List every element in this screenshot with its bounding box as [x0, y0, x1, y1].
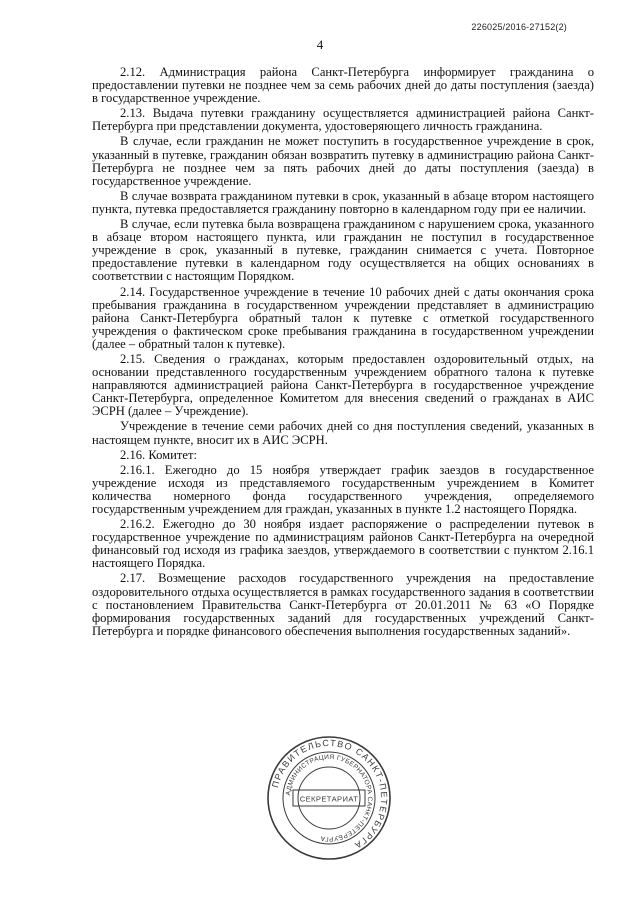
- paragraph-2-16-1: 2.16.1. Ежегодно до 15 ноября утверждает график заездов в государственное учреждение исходя из представляемого государственным учреждением в Комитет количества номерного фонда государственного учреждения, определяемого государственным учреждением для граждан, указанных в пункте 1.2 настоящего Порядка.: [92, 462, 594, 516]
- secretariat-stamp: [266, 735, 392, 861]
- stamp-inner-text: АДМИНИСТРАЦИЯ ГУБЕРНАТОРА САНКТ-ПЕТЕРБУРГА: [285, 753, 374, 843]
- paragraph-return-obligation: В случае, если гражданин не может поступить в государственное учреждение в срок, указанный в путевке, гражданин обязан возвратить путевку в администрацию района Санкт-Петербурга не позднее чем за пять рабочих дней до даты поступления (заезда) в государственное учреждение.: [92, 134, 594, 188]
- paragraph-2-14: 2.14. Государственное учреждение в течение 10 рабочих дней с даты окончания срока пребывания гражданина в государственном учреждении представляет в администрацию района Санкт-Петербурга обратный талон к путевке с отметкой государственного учреждения о фактическом сроке пребывания гражданина в государственном учреждении (далее – обратный талон к путевке).: [92, 284, 594, 351]
- stamp-center-text: СЕКРЕТАРИАТ: [299, 794, 359, 804]
- paragraph-return-late: В случае, если путевка была возвращена гражданином с нарушением срока, указанного в абзаце втором настоящего пункта, или гражданин не поступил в государственное учреждение в срок, указанный в путевке, гражданин снимается с учета. Повторное предоставление путевки в календарном году осуществляется на общих основаниях в соответствии с настоящим Порядком.: [92, 217, 594, 284]
- paragraph-2-13: 2.13. Выдача путевки гражданину осуществляется администрацией района Санкт-Петербурга при представлении документа, удостоверяющего личность гражданина.: [92, 106, 594, 134]
- paragraph-2-16-2: 2.16.2. Ежегодно до 30 ноября издает распоряжение о распределении путевок в государственное учреждение по администрациям районов Санкт-Петербурга на очередной финансовый год исходя из графика заездов, утверждаемого в соответствии с пунктом 2.16.1 настоящего Порядка.: [92, 517, 594, 571]
- page-number: 4: [316, 37, 324, 52]
- paragraph-2-17: 2.17. Возмещение расходов государственного учреждения на предоставление оздоровительного отдыха осуществляется в рамках государственного задания в соответствии с постановлением Правительства Санкт-Петербурга от 20.01.2011 № 63 «О Порядке формирования государственных заданий для государственных учреждений Санкт-Петербурга и порядке финансового обеспечения выполнения государственных заданий».: [92, 571, 594, 638]
- document-body: [92, 66, 594, 640]
- stamp-outer-text: ПРАВИТЕЛЬСТВО САНКТ-ПЕТЕРБУРГА: [270, 737, 390, 852]
- paragraph-2-12: 2.12. Администрация района Санкт-Петербурга информирует гражданина о предоставлении путевки не позднее чем за семь рабочих дней до даты поступления (заезда) в государственное учреждение.: [92, 65, 594, 106]
- paragraph-2-16: 2.16. Комитет:: [120, 447, 197, 462]
- document-id: 226025/2016-27152(2): [471, 22, 567, 32]
- paragraph-return-in-time: В случае возврата гражданином путевки в срок, указанный в абзаце втором настоящего пункта, путевка предоставляется гражданину повторно в календарном году при ее наличии.: [92, 188, 594, 216]
- paragraph-institution-entry: Учреждение в течение семи рабочих дней со дня поступления сведений, указанных в настоящем пункте, вносит их в АИС ЭСРН.: [92, 419, 594, 447]
- paragraph-2-15: 2.15. Сведения о гражданах, которым предоставлен оздоровительный отдых, на основании представленного государственным учреждением обратного талона к путевке направляются администрацией района Санкт-Петербурга в государственное учреждение Санкт-Петербурга, определенное Комитетом для внесения сведений о гражданах в АИС ЭСРН (далее – Учреждение).: [92, 351, 594, 419]
